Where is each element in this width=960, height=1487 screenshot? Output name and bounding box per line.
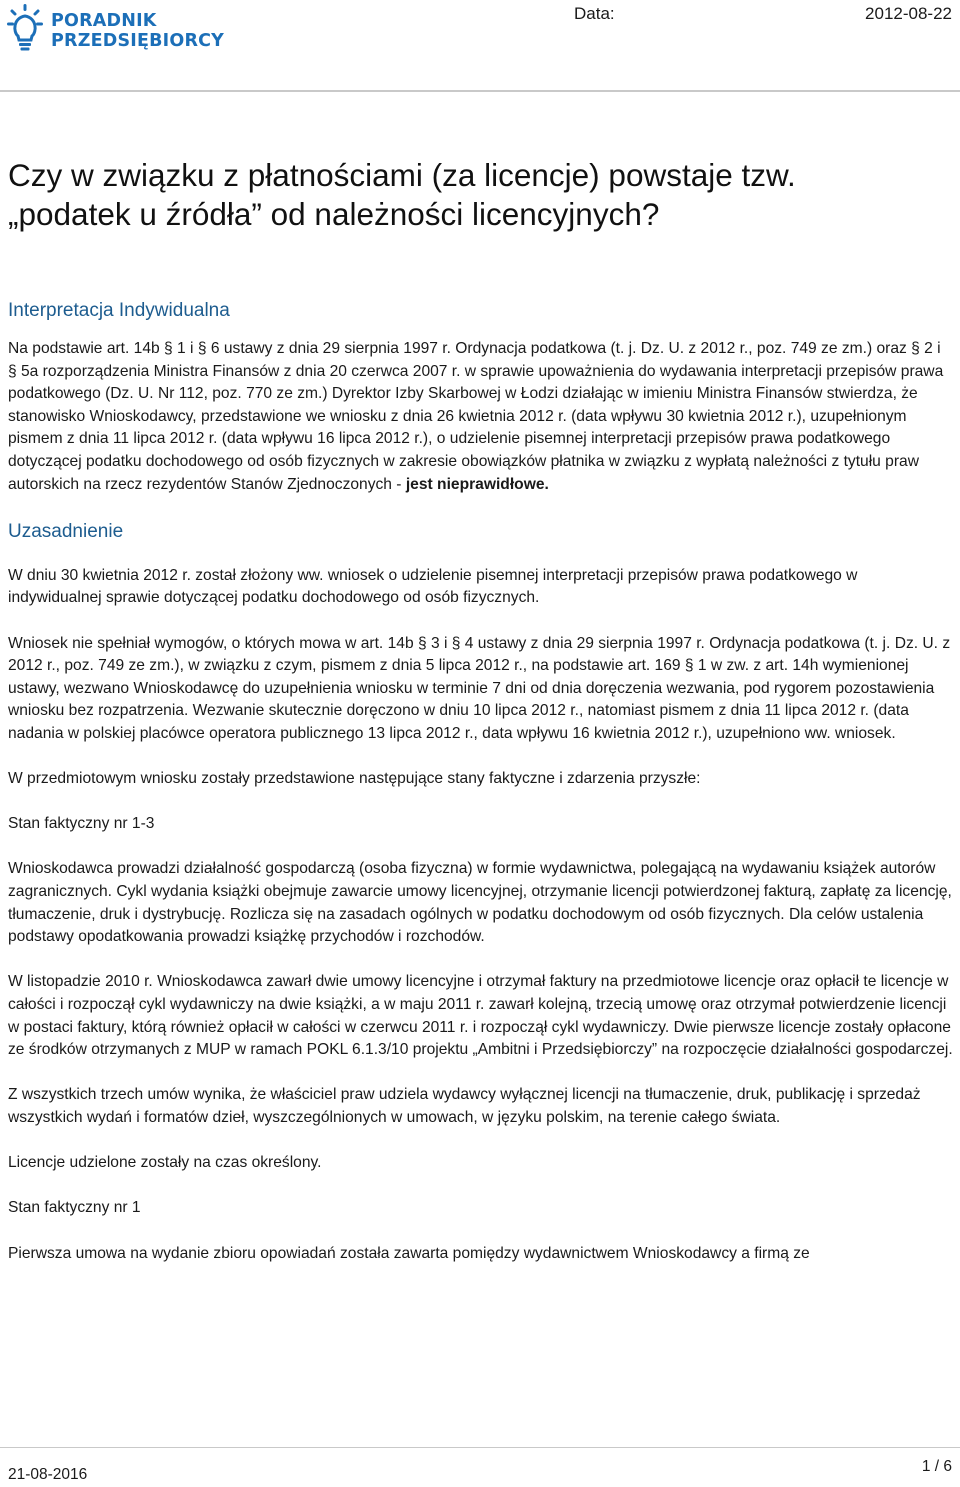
paragraph-legal-basis <box>8 338 953 496</box>
title-line-1: Czy w związku z płatnościami (za licencje) powstaje tzw. <box>8 157 796 193</box>
section-heading-justification: Uzasadnienie <box>8 520 124 542</box>
paragraph-business: Wnioskodawca prowadzi działalność gospodarczą (osoba fizyczna) w formie wydawnictwa, polegającą na wydawaniu książek autorów zagranicznych. Cykl wydania książki obejmuje zawarcie umowy licencyjnej, otrzymanie licencji potwierdzonej fakturą, zapłatę za licencję, tłumaczenie, druk i dystrybucję. Rozlicza się na zasadach ogólnych w podatku dochodowym od osób fizycznych. Dla celów ustalenia podstawy opodatkowania prowadzi książkę przychodów i rozchodów. <box>8 860 952 946</box>
page-header <box>0 0 960 96</box>
date-value: 2012-08-22 <box>865 4 952 23</box>
lightbulb-icon <box>7 4 43 52</box>
legal-basis-text: Na podstawie art. 14b § 1 i § 6 ustawy z dnia 29 sierpnia 1997 r. Ordynacja podatkowa (t. j. Dz. U. z 2012 r., poz. 749 ze zm.) oraz § 2 i § 5a rozporządzenia Ministra Finansów z dnia 20 czerwca 2007 r. w sprawie upoważnienia do wydawania interpretacji przepisów prawa podatkowego (Dz. U. Nr 112, poz. 770 ze zm.) Dyrektor Izby Skarbowej w Łodzi działając w imieniu Ministra Finansów stwierdza, że stanowisko Wnioskodawcy, przedstawione we wniosku z dnia 26 kwietnia 2012 r. (data wpływu 30 kwietnia 2012 r.), uzupełnionym pismem z dnia 11 lipca 2012 r. (data wpływu 16 lipca 2012 r.), o udzielenie pisemnej interpretacji przepisów prawa podatkowego dotyczącej podatku dochodowego od osób fizycznych w zakresie obowiązków płatnika w związku z wypłatą należności z tytułu praw autorskich na rzecz rezydentów Stanów Zjednoczonych - <box>8 340 944 493</box>
document-title <box>8 156 938 234</box>
logo <box>7 4 224 52</box>
title-line-2: „podatek u źródła” od należności licencyjnych? <box>8 196 660 232</box>
paragraph-requirements: Wniosek nie spełniał wymogów, o których mowa w art. 14b § 3 i § 4 ustawy z dnia 29 sierpnia 1997 r. Ordynacja podatkowa (t. j. Dz. U. z 2012 r., poz. 749 ze zm.), w związku z czym, pismem z dnia 5 lipca 2012 r., na podstawie art. 169 § 1 w zw. z art. 14h wymienionej ustawy, wezwano Wnioskodawcę do uzupełnienia wniosku w terminie 7 dni od dnia doręczenia wezwania, pod rygorem pozostawienia wniosku bez rozpatrzenia. Wezwanie skutecznie doręczono w dniu 10 lipca 2012 r., natomiast pismem z dnia 11 lipca 2012 r. (data nadania w polskiej placówce operatora publicznego 13 lipca 2012 r., data wpływu 16 kwietnia 2012 r.), uzupełniono ww. wniosek. <box>8 634 951 742</box>
verdict-text: jest nieprawidłowe. <box>405 475 549 493</box>
paragraph-facts-heading-1-3: Stan faktyczny nr 1-3 <box>8 815 155 833</box>
section-heading-interpretation: Interpretacja Indywidualna <box>8 300 230 321</box>
paragraph-contracts: Z wszystkich trzech umów wynika, że właściciel praw udziela wydawcy wyłącznej licencji na tłumaczenie, druk, publikację i sprzedaż wszystkich wydań i formatów dzieł, wyszczególnionych w umowach, w języku polskim, na terenie całego świata. <box>8 1086 921 1126</box>
paragraph-licenses: W listopadzie 2010 r. Wnioskodawca zawarł dwie umowy licencyjne i otrzymał faktury na przedmiotowe licencje oraz opłacił te licencje w całości i rozpoczął cykl wydawniczy na dwie książki, a w maju 2011 r. zawarł kolejną, trzecią umowę oraz otrzymał potwierdzenie licencji w postaci faktury, którą również opłacił w całości w czerwcu 2011 r. i rozpoczął cykl wydawniczy. Dwie pierwsze licencje zostały opłacone ze środków otrzymanych z MUP w ramach POKL 6.1.3/10 projektu „Ambitni i Przedsiębiorczy” na rozpoczęcie działalności gospodarczej. <box>8 973 953 1059</box>
paragraph-submission: W dniu 30 kwietnia 2012 r. został złożony ww. wniosek o udzielenie pisemnej interpretacji przepisów prawa podatkowego w indywidualnej sprawie dotyczącej podatku dochodowego od osób fizycznych. <box>8 566 858 607</box>
logo-line-2: PRZEDSIĘBIORCY <box>51 31 225 51</box>
logo-text <box>51 11 224 51</box>
footer-divider <box>0 1447 960 1448</box>
paragraph-first-contract: Pierwsza umowa na wydanie zbioru opowiadań została zawarta pomiędzy wydawnictwem Wnioskodawcy a firmą ze <box>8 1244 810 1262</box>
page-number: 1 / 6 <box>921 1458 952 1475</box>
date-label: Data: <box>574 4 615 23</box>
footer-date: 21-08-2016 <box>8 1466 88 1483</box>
header-divider <box>0 90 960 92</box>
paragraph-license-term: Licencje udzielone zostały na czas określony. <box>8 1154 322 1172</box>
logo-line-1: PORADNIK <box>51 11 157 31</box>
paragraph-intro-facts: W przedmiotowym wniosku zostały przedstawione następujące stany faktyczne i zdarzenia przyszłe: <box>8 770 701 788</box>
paragraph-facts-heading-1: Stan faktyczny nr 1 <box>8 1199 141 1217</box>
document-body <box>8 298 953 1288</box>
